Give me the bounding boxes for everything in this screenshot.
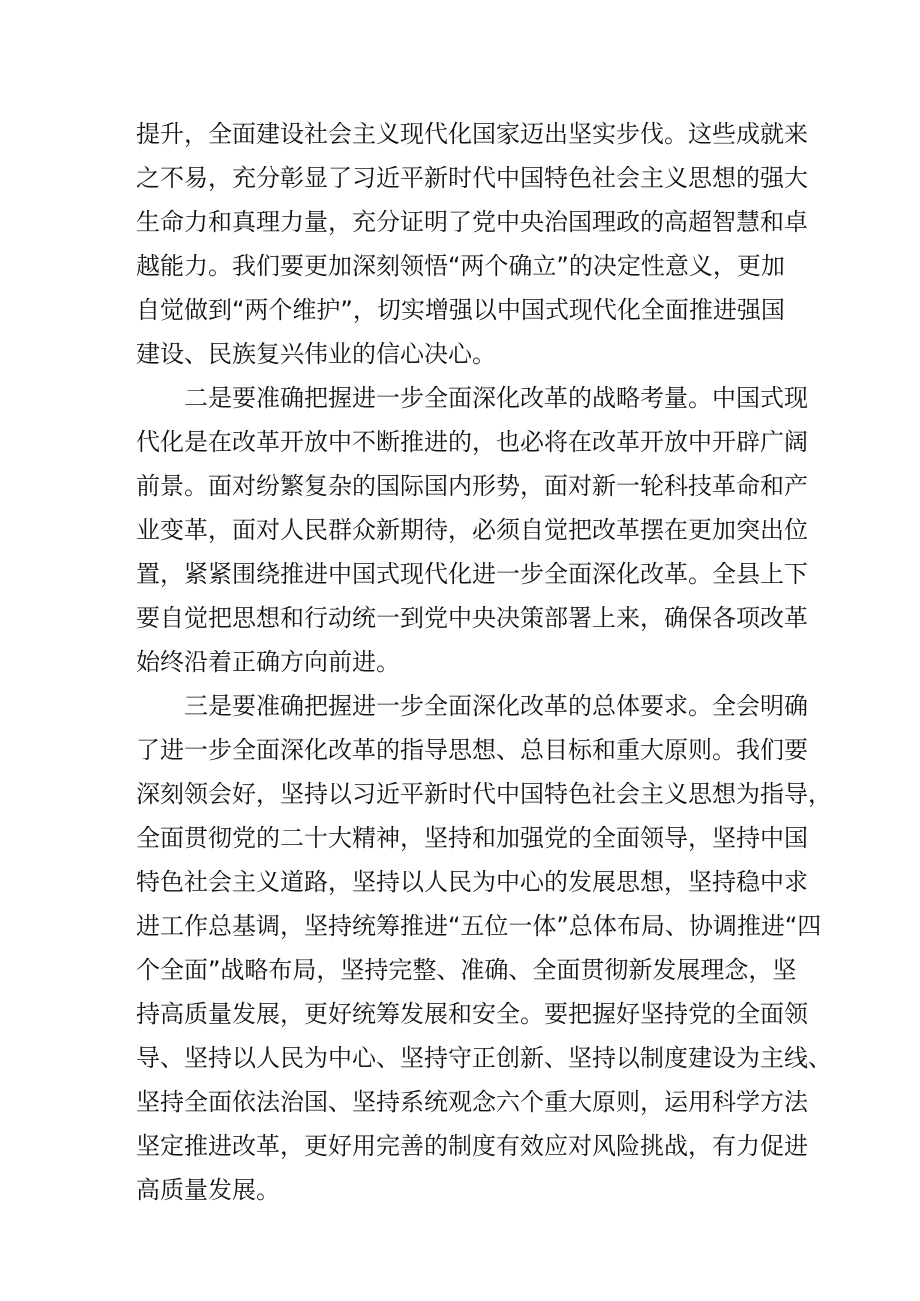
text-line: 建设、民族复兴伟业的信心决心。 xyxy=(136,340,496,368)
text-line: 进工作总基调，坚持统筹推进“五位一体”总体布局、协调推进“四 xyxy=(136,912,822,940)
text-line: 坚持全面依法治国、坚持系统观念六个重大原则，运用科学方法 xyxy=(136,1088,808,1116)
text-line: 导、坚持以人民为中心、坚持守正创新、坚持以制度建设为主线、 xyxy=(136,1044,832,1072)
text-line: 深刻领会好，坚持以习近平新时代中国特色社会主义思想为指导， xyxy=(136,780,832,808)
text-line: 生命力和真理力量，充分证明了党中央治国理政的高超智慧和卓 xyxy=(136,208,808,236)
text-line: 了进一步全面深化改革的指导思想、总目标和重大原则。我们要 xyxy=(136,736,808,764)
text-line: 要自觉把思想和行动统一到党中央决策部署上来，确保各项改革 xyxy=(136,604,808,632)
text-line: 提升，全面建设社会主义现代化国家迈出坚实步伐。这些成就来 xyxy=(136,120,808,148)
text-line: 全面贯彻党的二十大精神，坚持和加强党的全面领导，坚持中国 xyxy=(136,824,808,852)
text-line: 前景。面对纷繁复杂的国际国内形势，面对新一轮科技革命和产 xyxy=(136,472,808,500)
paragraph-start-line: 三是要准确把握进一步全面深化改革的总体要求。全会明确 xyxy=(184,692,808,720)
text-line: 业变革，面对人民群众新期待，必须自觉把改革摆在更加突出位 xyxy=(136,516,808,544)
text-line: 之不易，充分彰显了习近平新时代中国特色社会主义思想的强大 xyxy=(136,164,808,192)
text-line: 代化是在改革开放中不断推进的，也必将在改革开放中开辟广阔 xyxy=(136,428,808,456)
text-line: 持高质量发展，更好统筹发展和安全。要把握好坚持党的全面领 xyxy=(136,1000,808,1028)
text-line: 坚定推进改革，更好用完善的制度有效应对风险挑战，有力促进 xyxy=(136,1132,808,1160)
text-line: 始终沿着正确方向前进。 xyxy=(136,648,400,676)
text-line: 置，紧紧围绕推进中国式现代化进一步全面深化改革。全县上下 xyxy=(136,560,808,588)
document-body xyxy=(136,112,832,1212)
text-line: 个全面”战略布局，坚持完整、准确、全面贯彻新发展理念，坚 xyxy=(136,956,797,984)
text-line: 高质量发展。 xyxy=(136,1176,280,1204)
paragraph-start-line: 二是要准确把握进一步全面深化改革的战略考量。中国式现 xyxy=(184,384,808,412)
text-line: 自觉做到“两个维护”，切实增强以中国式现代化全面推进强国 xyxy=(136,296,785,324)
text-line: 特色社会主义道路，坚持以人民为中心的发展思想，坚持稳中求 xyxy=(136,868,808,896)
text-line: 越能力。我们要更加深刻领悟“两个确立”的决定性意义，更加 xyxy=(136,252,785,280)
